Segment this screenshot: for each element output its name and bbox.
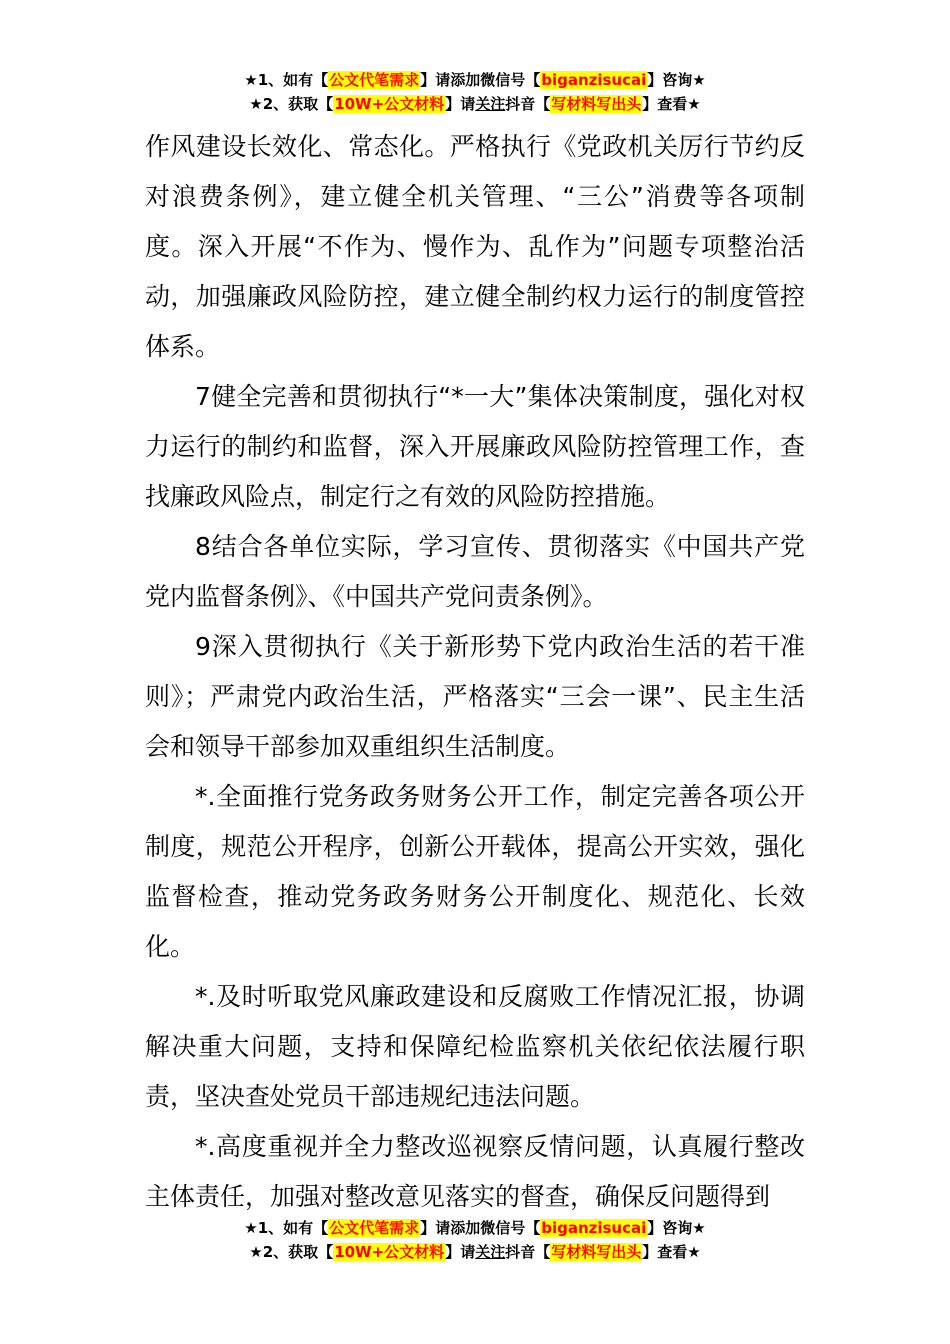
banner-text: 】咨询★ xyxy=(647,71,706,89)
paragraph-item-9: 9深入贯彻执行《关于新形势下党内政治生活的若干准则》；严肃党内政治生活，严格落实“三会一课”、民主生活会和领导干部参加双重组织生活制度。 xyxy=(145,632,805,761)
banner-line-2 xyxy=(0,1240,950,1264)
paragraph-item-8: 8结合各单位实际，学习宣传、贯彻落实《中国共产党党内监督条例》、《中国共产党问责条例》。 xyxy=(145,532,805,611)
banner-text: 】请 xyxy=(445,1243,476,1261)
banner-text: 】查看★ xyxy=(642,95,701,113)
banner-text: 】咨询★ xyxy=(647,1219,706,1237)
paragraph-item-11: *.及时听取党风廉政建设和反腐败工作情况汇报，协调解决重大问题，支持和保障纪检监察机关依纪依法履行职责，坚决查处党员干部违规纪违法问题。 xyxy=(145,982,805,1111)
banner-text: ★2、获取【 xyxy=(249,95,334,113)
footer-banner xyxy=(0,1216,950,1264)
banner-highlight: 公文代笔需求 xyxy=(329,71,420,89)
banner-highlight-wechat: biganzisucai xyxy=(541,71,647,89)
banner-highlight-douyin: 写材料写出头 xyxy=(551,95,642,113)
banner-text: ★2、获取【 xyxy=(249,1243,334,1261)
banner-text: 抖音【 xyxy=(505,95,551,113)
banner-underlined: 关注 xyxy=(475,95,506,113)
banner-text: 】请添加微信号【 xyxy=(420,71,541,89)
header-banner xyxy=(0,68,950,116)
banner-line-1 xyxy=(0,68,950,92)
banner-line-1 xyxy=(0,1216,950,1240)
paragraph-item-12: *.高度重视并全力整改巡视察反情问题，认真履行整改主体责任，加强对整改意见落实的督查，确保反问题得到 xyxy=(145,1132,805,1211)
banner-highlight: 10W+公文材料 xyxy=(334,1243,445,1261)
paragraph-continued: 作风建设长效化、常态化。严格执行《党政机关厉行节约反对浪费条例》，建立健全机关管理、“三公”消费等各项制度。深入开展“不作为、慢作为、乱作为”问题专项整治活动，加强廉政风险防控，建立健全制约权力运行的制度管控体系。 xyxy=(145,132,805,361)
banner-text: 】请添加微信号【 xyxy=(420,1219,541,1237)
banner-highlight-douyin: 写材料写出头 xyxy=(551,1243,642,1261)
paragraph-item-7: 7健全完善和贯彻执行“*一大”集体决策制度，强化对权力运行的制约和监督，深入开展廉政风险防控管理工作，查找廉政风险点，制定行之有效的风险防控措施。 xyxy=(145,382,805,511)
banner-highlight: 10W+公文材料 xyxy=(334,95,445,113)
banner-text: ★1、如有【 xyxy=(244,71,329,89)
banner-line-2 xyxy=(0,92,950,116)
banner-text: 抖音【 xyxy=(505,1243,551,1261)
banner-text: 】查看★ xyxy=(642,1243,701,1261)
banner-text: 】请 xyxy=(445,95,476,113)
document-body xyxy=(145,122,805,1222)
banner-underlined: 关注 xyxy=(475,1243,506,1261)
banner-highlight: 公文代笔需求 xyxy=(329,1219,420,1237)
banner-highlight-wechat: biganzisucai xyxy=(541,1219,647,1237)
paragraph-item-10: *.全面推行党务政务财务公开工作，制定完善各项公开制度，规范公开程序，创新公开载体，提高公开实效，强化监督检查，推动党务政务财务公开制度化、规范化、长效化。 xyxy=(145,782,805,961)
banner-text: ★1、如有【 xyxy=(244,1219,329,1237)
